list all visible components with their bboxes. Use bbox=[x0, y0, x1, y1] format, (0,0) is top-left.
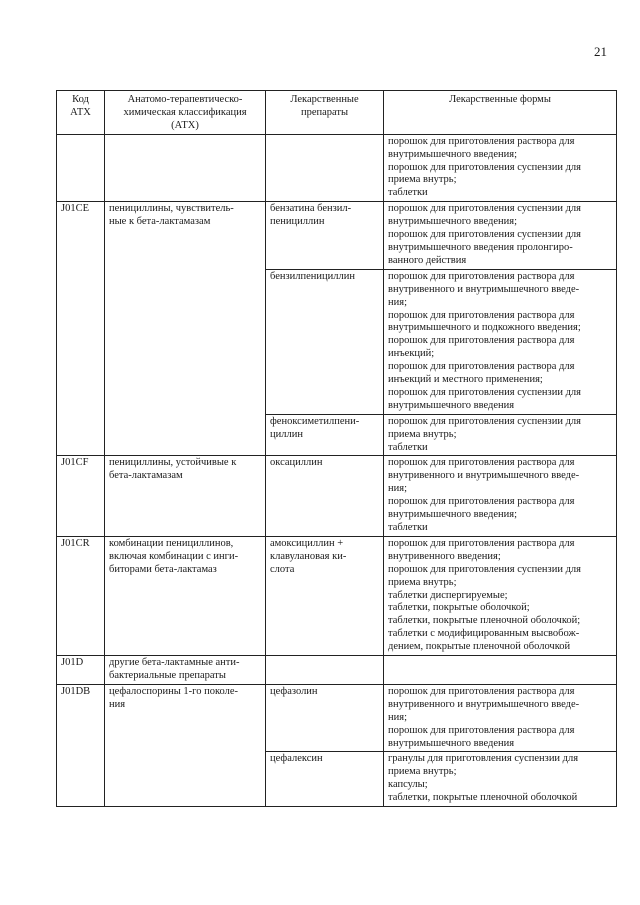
classification-cell bbox=[105, 656, 266, 685]
classification-line: ные к бета-лактамазам bbox=[109, 216, 211, 228]
page-number: 21 bbox=[594, 44, 607, 59]
form-line: порошок для приготовления суспензии для bbox=[388, 161, 581, 173]
form-line: внутримышечного введения пролонгиро- bbox=[388, 241, 573, 253]
forms-cell bbox=[384, 536, 617, 655]
form-line: порошок для приготовления раствора для bbox=[388, 685, 575, 697]
form-line: таблетки bbox=[388, 522, 428, 533]
drug-line: бензилпенициллин bbox=[270, 270, 355, 282]
classification-cell bbox=[105, 134, 266, 202]
forms-cell bbox=[384, 456, 617, 536]
table-row bbox=[57, 456, 617, 536]
form-line: внутримышечного введения; bbox=[388, 509, 518, 521]
drug-line: циллин bbox=[270, 428, 303, 440]
form-line: внутривенного введения; bbox=[388, 550, 501, 562]
header-line: АТХ bbox=[70, 106, 91, 118]
drug-line: бензатина бензил- bbox=[270, 203, 352, 215]
form-line: таблетки с модифицированным высвобож- bbox=[388, 628, 580, 640]
form-line: приема внутрь; bbox=[388, 576, 457, 588]
form-line: гранулы для приготовления суспензии для bbox=[388, 753, 579, 765]
drug-cell bbox=[266, 414, 384, 456]
drug-line: клавулановая ки- bbox=[270, 550, 347, 562]
forms-cell bbox=[384, 414, 617, 456]
form-line: порошок для приготовления раствора для bbox=[388, 309, 575, 321]
form-line: инъекций и местного применения; bbox=[388, 374, 543, 386]
atc-code-cell: J01CR bbox=[57, 536, 105, 655]
form-line: внутривенного и внутримышечного введе- bbox=[388, 470, 580, 482]
form-line: внутримышечного введения bbox=[388, 399, 515, 411]
classification-cell bbox=[105, 202, 266, 456]
form-line: порошок для приготовления суспензии для bbox=[388, 203, 581, 215]
table-row bbox=[57, 656, 617, 685]
form-line: порошок для приготовления раствора для bbox=[388, 335, 575, 347]
forms-cell bbox=[384, 656, 617, 685]
header-line: химическая классификация bbox=[123, 106, 247, 118]
atc-table bbox=[56, 90, 617, 807]
form-line: таблетки, покрытые оболочкой; bbox=[388, 602, 530, 614]
classification-cell bbox=[105, 456, 266, 536]
atc-code-cell: J01DB bbox=[57, 684, 105, 806]
drug-cell bbox=[266, 752, 384, 807]
classification-line: бактериальные препараты bbox=[109, 669, 226, 681]
header-line: препараты bbox=[300, 106, 349, 118]
drug-line: цефазолин bbox=[270, 685, 318, 697]
drug-line: феноксиметилпени- bbox=[270, 415, 360, 427]
form-line: таблетки, покрытые пленочной оболочкой; bbox=[388, 615, 581, 627]
classification-cell bbox=[105, 536, 266, 655]
form-line: порошок для приготовления раствора для bbox=[388, 724, 575, 736]
forms-cell bbox=[384, 269, 617, 414]
form-line: таблетки диспергируемые; bbox=[388, 589, 508, 601]
forms-cell bbox=[384, 752, 617, 807]
form-line: внутривенного и внутримышечного введе- bbox=[388, 283, 580, 295]
atc-code-cell: J01CE bbox=[57, 202, 105, 456]
form-line: ния; bbox=[388, 711, 407, 723]
drug-cell bbox=[266, 269, 384, 414]
drug-cell bbox=[266, 684, 384, 752]
classification-line: цефалоспорины 1-го поколе- bbox=[109, 685, 239, 697]
atc-code-cell bbox=[57, 134, 105, 202]
drug-cell bbox=[266, 656, 384, 685]
header-line: (АТХ) bbox=[171, 119, 199, 131]
forms-cell bbox=[384, 134, 617, 202]
header-line: Лекарственные bbox=[290, 94, 359, 105]
table-body bbox=[57, 134, 617, 806]
form-line: порошок для приготовления раствора для bbox=[388, 270, 575, 282]
header-line: Анатомо-терапевтическо- bbox=[127, 94, 243, 105]
drug-line: оксациллин bbox=[270, 457, 323, 469]
classification-line: включая комбинации с инги- bbox=[109, 550, 239, 562]
form-line: порошок для приготовления раствора для bbox=[388, 496, 575, 508]
classification-line: ния bbox=[109, 698, 126, 710]
classification-line: пенициллины, чувствитель- bbox=[109, 203, 234, 215]
header-code bbox=[57, 91, 105, 135]
form-line: внутримышечного и подкожного введения; bbox=[388, 322, 581, 334]
table-row bbox=[57, 202, 617, 270]
drug-line: цефалексин bbox=[270, 753, 323, 765]
classification-cell bbox=[105, 684, 266, 806]
form-line: таблетки bbox=[388, 441, 428, 453]
classification-line: бета-лактамазам bbox=[109, 470, 183, 482]
table-row bbox=[57, 536, 617, 655]
drug-line: слота bbox=[270, 563, 295, 575]
form-line: порошок для приготовления суспензии для bbox=[388, 563, 581, 575]
form-line: таблетки bbox=[388, 187, 428, 199]
table-header-row bbox=[57, 91, 617, 135]
header-line: Код bbox=[72, 94, 89, 105]
header-classification bbox=[105, 91, 266, 135]
form-line: приема внутрь; bbox=[388, 428, 457, 440]
classification-line: биторами бета-лактамаз bbox=[109, 563, 217, 575]
form-line: внутримышечного введения bbox=[388, 737, 515, 749]
form-line: порошок для приготовления раствора для bbox=[388, 361, 575, 373]
form-line: ния; bbox=[388, 296, 407, 308]
header-forms bbox=[384, 91, 617, 135]
form-line: внутримышечного введения; bbox=[388, 216, 518, 228]
drug-cell bbox=[266, 134, 384, 202]
header-line: Лекарственные формы bbox=[449, 94, 551, 105]
form-line: дением, покрытые пленочной оболочкой bbox=[388, 641, 571, 653]
drug-cell bbox=[266, 202, 384, 270]
drug-line: амоксициллин + bbox=[270, 537, 344, 549]
forms-cell bbox=[384, 202, 617, 270]
form-line: таблетки, покрытые пленочной оболочкой bbox=[388, 792, 578, 804]
drug-line: пенициллин bbox=[270, 216, 325, 228]
drug-cell bbox=[266, 456, 384, 536]
form-line: внутримышечного введения; bbox=[388, 148, 518, 160]
form-line: порошок для приготовления раствора для bbox=[388, 537, 575, 549]
form-line: инъекций; bbox=[388, 348, 435, 360]
table-row bbox=[57, 134, 617, 202]
atc-code-cell: J01D bbox=[57, 656, 105, 685]
atc-code-cell: J01CF bbox=[57, 456, 105, 536]
classification-line: другие бета-лактамные анти- bbox=[109, 657, 240, 669]
form-line: приема внутрь; bbox=[388, 174, 457, 186]
form-line: капсулы; bbox=[388, 779, 428, 791]
classification-line: пенициллины, устойчивые к bbox=[109, 457, 237, 469]
form-line: порошок для приготовления раствора для bbox=[388, 135, 575, 147]
classification-line: комбинации пенициллинов, bbox=[109, 537, 234, 549]
form-line: внутривенного и внутримышечного введе- bbox=[388, 698, 580, 710]
header-drugs bbox=[266, 91, 384, 135]
form-line: ванного действия bbox=[388, 254, 467, 266]
form-line: приема внутрь; bbox=[388, 766, 457, 778]
drug-cell bbox=[266, 536, 384, 655]
forms-cell bbox=[384, 684, 617, 752]
form-line: порошок для приготовления суспензии для bbox=[388, 386, 581, 398]
table-row bbox=[57, 684, 617, 752]
form-line: ния; bbox=[388, 483, 407, 495]
form-line: порошок для приготовления суспензии для bbox=[388, 415, 581, 427]
form-line: порошок для приготовления суспензии для bbox=[388, 229, 581, 241]
form-line: порошок для приготовления раствора для bbox=[388, 457, 575, 469]
